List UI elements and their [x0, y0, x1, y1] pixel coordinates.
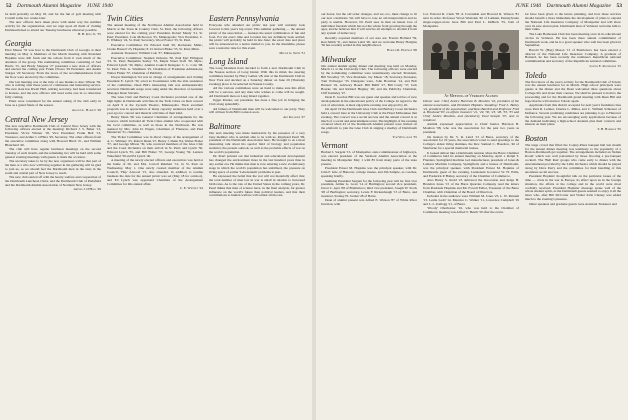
- article-paragraph: A meeting of the newly elected officers and executives was held at the home of Dr. and Mrs. Carroll Reinhart '12, in St. Paul on Wednesday, May 1. One newly created member of the Alumni Council, 'Hap' Atwood '15, also attended. In addition to routine business the date for the annual picnic was set (May 18 for outdoor), and Ed Lynch was appointed Chairman of the Arrangement Committee for this annual affair.: [107, 158, 203, 186]
- right-magazine-title: Dartmouth Alumni Magazine: [546, 3, 611, 9]
- article-paragraph: The annual meeting of the Northwest Alumni Association held in March at the Town & Country Club, St. Paul, the following officers were elected for the coming year: President, Robert Mealy '21, St. Paul; President, Cole McKeown '25, Minneapolis; Vice President, C. E. Whitney '24, St. Paul; Secretary, Wood Foster '33, St. Paul.: [107, 23, 203, 43]
- article-paragraph: Herbert I. Sargent '15, of Montpelier, state commissioner of highways, was elected president of the Vermont Alumni Association at the meeting in Montpelier May 1 with 85 from many parts of the state present.: [321, 150, 417, 166]
- section-heading-milwaukee: Milwaukee: [321, 54, 357, 64]
- article-paragraph: The Glee Club and Barbary Coast Orchestra provided one of the high lights in Dartmouth activities in the Twin Cities on their concert on April 9 at the Lyceum Theatre, Minneapolis. Their excellent program was in appreciation of many capacity audiences held over a year ago for concert and musical activities of their kind.: [107, 95, 203, 115]
- article-paragraph: Harold W. (Hap) Mason '13 of Brattleboro has been elected a director of the National Life Insurance Company. A graduate of Barnard, he has been recently the nominee's Republican national committeeman and secretary of the Republican national committee.: [525, 47, 621, 64]
- article-paragraph: The new club started off with the hearty welfare and cooperation of the Dartmouth Luncheon Clubs, and the Dartmouth Club of Plainfield and the Dartmouth Alumni Association of Northern New Jersey.: [5, 175, 101, 187]
- article-paragraph: Dr. Pearl pointed out that industrial and educational development has changed the environment more in the last hundred years than in any earlier era. He thinks that man is now entering a new evolutionary stage in which the world's population has stabilized, the pressure on living space of earlier 'Lebensraum' problems is past.: [209, 154, 305, 174]
- right-column-2: [423, 13, 519, 417]
- section-heading-boston: Boston: [525, 133, 548, 143]
- article-paragraph: The Ticket Committee was in direct charge of the arrangement of A. C. Whitney '25, Robert Dunn '27, Henry J. Dunn '04, Walter Fisher '37, and George Mixon '39, who received members of the Glee Club and the Coast Orchestra on their arrival in St. Paul; and Lynch '30, Edward Lynch '35, and Bill Fisher '37, George Young '39, Lennox Wakefield '39 and Ed Lynch '40.: [107, 134, 203, 158]
- article-paragraph: The Lake Bomoseen Club has been meeting once in its educational circles in Vermont. He has been there annual commitment of Dartmouth work, and he is a great speaker who well has been given in September.: [525, 31, 621, 48]
- article-signature: Arthur J. O'Hara '29: [73, 187, 101, 192]
- section-heading-eastern-pennsylvania: Eastern Pennsylvania: [209, 14, 279, 23]
- left-column-1: [5, 13, 101, 417]
- photo-heading: At Meeting of Vermont Alumni: [444, 94, 498, 99]
- section-heading-long-island: Long Island: [209, 57, 248, 67]
- article-paragraph: President Hopkins' thoughtful talk on the particular issues of the time — crisis in the war in Europe, its effect upon us in the foreign situation, the affairs at the college and in the world were most cordially received. President Hopkins' message spoke well of the whole student spirit, as the Dartmouth guests seemed to enjoy it all the more who, after Bill McCarter and Walter Irvin Cheney was added much to the evening's pleasure.: [525, 174, 621, 202]
- article-paragraph: The first move of the year's activity for the Dartmouth Club of Toledo was the annual luncheon for in March. High school principals were guests at the dinner and the Dean welcomed three questions about College life and about their courses. We shall be pleased to hold to the proceeding and for the Dartmouth grand meeting with Dean Bill and hope that he will return to Toledo again.: [525, 79, 621, 103]
- article-signature: Melvin G. Smith '31: [279, 50, 305, 55]
- right-column-1: [321, 13, 417, 417]
- left-running-head: [6, 2, 306, 11]
- article-paragraph: The club will have regular luncheon meetings on the second Tuesday of each month, and the remaining two will be held with some general evening meetings with guests to mark the occasion.: [5, 147, 101, 159]
- left-column-3: [209, 13, 305, 417]
- article-paragraph: Everyone who attended our picnic last year will certainly look forward to this year's big event. This summer gathering — the annual picnic of the association — features the usual combination of fun and food. For the exact time and location has not definitely been settled; the picnic will probably be held in late June; the exact date and place will be announced in a notice mailed to you. In the meantime, please save a tentative date for this event.: [209, 23, 305, 51]
- article-signature: Luster E. Rademaker '15: [589, 63, 621, 68]
- article-paragraph: President Ernest M. Hopkins was the principal speaker, with Dr. John F. Gile of Hanover, college trustee, and Jim Sample, as coaches, speaking briefly.: [321, 166, 417, 179]
- section-heading-central-new-jersey: Central New Jersey: [5, 114, 69, 124]
- article-paragraph: Executive Committee: Stephen Osborne '30, Paul Earl Ellingson '23, St. Paul; Benjamin Seeley '33, Maple Street Staff '30, Mpls.; Edward Lynch '30, Mpls.; Alumni Council Delegate: C. L. Cole '08, St. Paul; Wm. G. Washburn '25, Chairman of Freshman Admissions; Walter Fisher '37, Chairman of Publicity.: [107, 55, 203, 75]
- section-heading-georgia: Georgia: [5, 39, 32, 49]
- article-paragraph: He expressed the belief that the war will not materially affect this; the total number of men lost in war is small in relation to increased birth rates. As to the role of the United States in the coming years, Dr. Pearl thinks that men of science have, in the final analysis, far greater influence on the world's future than political leaders, and that their contributions to human welfare will outlast all the rest.: [209, 174, 305, 198]
- vermont-meeting-photo: [423, 30, 519, 94]
- article-paragraph: our honor, but the old order changes, and we, too, must change to fit our new conditions. We will have to lose an old interpretation and no party is unable. However, Dr. Pearl sees in man an innate love of individual freedom which has not the whole from growing through the ages, and he believes that it will survive all attempts to abolish it from any system of democracy.: [321, 13, 417, 36]
- article-paragraph: Col. Edward R. Clark '83 of Cavendish and Howard R. Watson '81 next in order. Professor Wood Wasiolek '40 of Lanham, Pennsylvania singer-rapper-wrote Glee Bill and Paul L. DeBeck '35, both of Montpelier.: [423, 13, 519, 28]
- article-paragraph: Other speakers and graduate guests were Assistant Treasurer and: [529, 201, 617, 206]
- right-issue-date: JUNE 1940: [515, 3, 542, 9]
- article-signature: Art Kelleher '27: [283, 114, 305, 119]
- article-paragraph: Jigger Pender, our president, has done a fine job in bringing the Club along splendidly.: [209, 98, 305, 107]
- left-page-number: 52: [6, 3, 12, 9]
- article-paragraph: Our next meeting was made memorable by the presence of a very busy member who is seldom able to be with us, Raymond Pearl '99, president of the Dartmouth Association here. He brought to us a most interesting talk about his special field of biology and population statistics; the present outlook, as well as the probable effects of war on the world's population.: [209, 130, 305, 154]
- article-paragraph: far have been given to the future planning, and how these services should benefit a more immediate the development of plans to expand the National Life Insurance Company of Montpelier and will show over its new eleven plan. Dartmouth men of Vermont welcome him to their ranks.: [525, 13, 621, 32]
- right-page-number: 53: [616, 3, 622, 9]
- article-paragraph: Plans were considered for the annual outing of the club early in June as a grand finale of the season.: [5, 99, 101, 108]
- article-signature: C. E. Whitney '24: [179, 185, 203, 190]
- article-paragraph: Also Henry S. Rodd '23 delivered the invocation and Judge H. Brandon Jones '15 of the Barre Quarries Company read the letters from President Hopkins and Mr. Fowell Ealler, Treasurer of the Barre Chamber, with Chairman of the Board of Directors.: [423, 178, 519, 194]
- article-paragraph: 'Woody' Oberholzer '16, who was held to the Chamber of Commerce meeting was Alfred T. Heath '30 after the event.: [423, 206, 519, 214]
- article-paragraph: Dean E. Gordon Bill was our guest and speaker and told us of new developments in the educational policy of the College. In regard to the cost of education. A most enjoyable evening was enjoyed by all.: [321, 94, 417, 107]
- article-signature: Harold R. Hartman '06: [387, 47, 417, 52]
- left-issue-date: JUNE 1940: [86, 3, 113, 9]
- article-paragraph: The large crowd that filled the Copley-Plaza banquet hall last month for the annual dinner meeting was testimony to the popularity of a Boston-Dartmouth get together. The arrangements included an 'Indian Room' which was well patronized by those favoring a pre-banquet cocktail. The 'Bull Run' groups who came early to dinner with the entertainment provided by the Little Orchestra which should be played along by Dave Perry and the committee for their handling of this enormous social success.: [525, 142, 621, 174]
- article-paragraph: be held probably on May 18, and for the fun of golf meeting with Cornell some two weeks later.: [5, 13, 101, 20]
- article-paragraph: Dean of alumni present was Alfred E. Watson '87 of White River Junction, with: [321, 198, 417, 207]
- article-signature: Allison L. Harrett '29: [71, 107, 101, 112]
- article-signature: H. B. King Jr. '35: [77, 32, 101, 37]
- article-paragraph: The Long Islanders have decided to form a new Dartmouth Club in the Nassau section of Long Island. With this in mind, the steering committee headed by Harry Gallen '28, met at the Dartmouth Club in New York and decided on a Saturday dinner on June 29 (Thursday evening) place to be selected in Nassau County.: [209, 66, 305, 86]
- photo-figures: [423, 30, 519, 94]
- article-paragraph: Henry Dunn '06 was General Chairman of arrangements for the Concert, which included all Twin Cities alumni who cooperated with the local committee, as well as those in the Northwest. He was assisted by Mrs. John D. Engen, Chairman of Finances, and Paul Dunnavan '31, chairman.: [107, 114, 203, 135]
- article-paragraph: The new officers have taken place with under way the summer activity for the organization, and we urge upon all them of visiting Dartmouth men to attend our Tuesday luncheons wherever possible.: [5, 20, 101, 32]
- article-paragraph: On April 19 the Dartmouth Glee Club and Barbary Coast Orchestra held a concert here at the University Club at the Hotel Milwaukee that evening. The concert was a social success and the annual concert is as much of a social and entertainment event. The highlight of the evening occurred when 43 of the Dartmouth Alumni present were invited on the platform to join the Glee Club in singing a medley of Dartmouth songs.: [321, 107, 417, 135]
- right-page: [316, 0, 628, 420]
- article-paragraph: Assistant Treasurer: William Cole '37, Minneapolis.: [111, 51, 182, 56]
- article-paragraph: All fathers of Dartmouth men will be welcomed to our party. They will all hear from Bill Cookson soon.: [209, 106, 305, 115]
- article-paragraph: Our last meeting was at the twin of one thanks to Alec Wilson '39, who is retiring after these years of continuous and interesting service. The new slate has Dwell Hall, retiring secretary, had been transferred to Kansas, and the new officers will need some one in so otherwise fully coming.: [5, 79, 101, 99]
- left-magazine-title: Dartmouth Alumni Magazine: [17, 3, 82, 9]
- section-heading-vermont: Vermont: [321, 141, 348, 151]
- article-paragraph: Recently acquired members of our area are: Francis Holland '39, Ken Smith '31, and James Laird '20, and we welcome Henry Hodgins '36 has recently settled in this neighborhood.: [321, 35, 417, 48]
- article-paragraph: Executive Committee: Dr. Edward Judd '20, Rochester, Minn.; Clarke Bassett '25, Hopkins; E. D. Robert Bloke '35, St. Paul, Minn.: [107, 42, 203, 51]
- article-paragraph: It looked almost like a Dartmouth reunion when the Barre Chamber of Commerce held its annual meeting on Monday, April 1. Ralph T. Flanders, Springfield machine tool manufacturer, president of Jones & Lamson Machine Company, Springfield, and a trustee of Dartmouth, was the principal speaker, with President Ernest M. Hopkins of Dartmouth, guest of the evening, Lieutenant Governor W. H. Wills, and Frederick P. Bailey, secretary of the Chamber of Commerce.: [423, 150, 519, 178]
- section-heading-twin-cities: Twin Cities: [107, 14, 144, 23]
- article-paragraph: On motion by Dr. S. R. Laird '13 of Barre, secretary of the association for 19 years, the association voted to send greetings to the College's eldest living alumnus, the Rev. Samuel C. Haselton, '46 of Sherburne for a special memorial trustee.: [423, 134, 519, 151]
- section-heading-baltimore: Baltimore: [209, 121, 241, 131]
- left-page: [0, 0, 312, 420]
- article-paragraph: Eliot Mason '32 was host to the Dartmouth Club of Georgia at their meeting on May 4. Members of the March meeting with President Hopkins were still fresh and the echoes from it took much of the attention of the group. The nominating committee consisting of Joel Harris '15, and Brady Sturgess '27 presented a new slate of officers and elected the coming year Frank O'Gara '29 President, and Austin Sturges '29 Secretary. From the doors of the recommendations from the floor were elected by the committee.: [5, 48, 101, 80]
- article-paragraph: Included in the audience were William M. Jones '23, L. W. Putnam '13, Leslie Ladd '14, Maurice C. Walker '11, Lawrence Campbell '19 and L. L. Kellogg '21, of Barre.: [423, 194, 519, 206]
- article-signature: Tom Wollaeger '35: [392, 134, 417, 139]
- article-signature: T. H. Harrison '35: [597, 126, 621, 131]
- article-paragraph: Our annual alumni spring dinner and meeting was held on Monday, March 11 at the University Club. The following officers were elected by the nominating committee were unanimously elected: President, Bill Woodley '37, Vice President, Jay Mazer '18; Secretary-Treasurer, Tom Wollaeger '35. Delegates were, John Bowman '14, and Bob Hackett '22, Advisory Board: Bill Ballif '27, Bill Conly '37, Jack Boerke '40, and Richard Hughey '20; and the Publicity Chairman, Cliff Kemsley '27.: [321, 63, 417, 95]
- article-paragraph: The new executive Dartmouth Club of Central New Jersey with the following officers elected at the meeting: Richard J. S. Baker '13, President; Victor Winner '18, Vice President; Frank Bell '13, Treasurer, and Arthur J. O'Hara '29, Secretary. The other officers from the executive committee along with Howard Hitch '21, and William Blanchard '40.: [5, 123, 101, 147]
- right-running-head: [322, 2, 622, 11]
- photo-caption: Dinner was: Chief Justice Harrison B. Moulton '16, president of the alumni association, and President Hopkins. Standing: Fred L. Bailey '24, president of the association; and Ross Bartlett and Professor Fred A. Howland '87, ex-officio treasurer '21, '29, '30, '23, '28, '33, '35 and Chief Justice Moulton, and (members); Paul Semple '07, next in residence: [423, 98, 519, 123]
- article-paragraph: Applicants from this district accepted for next year's freshman class were Paul R. Leitner, Charles L. Miller, and C. William Schlesser of Defiance. Several promising candidates are planning to go to Hanover the following year. We are encouraging early applications because of the demand indicating a high-school students plus their contacts and interest on their plans.: [525, 103, 621, 127]
- right-column-3: [525, 13, 621, 417]
- article-paragraph: Dwyer Remington '04 was in charge of arrangements and visiting President E. Lynch '30, acted as Toastmaster with the able assistance of the committee. Dean Bill's interesting talk was enthusiastically received. Dartmouth songs were sung under the direction of Assistant Manager Dean Stevens.: [107, 75, 203, 95]
- section-heading-toledo: Toledo: [525, 70, 547, 80]
- article-paragraph: The secretary takes to be by the new organizers will be that part of the men or a who now will bring together in the gathering will be glad to join us, as we should feel the Dartmouth men in the state in the south and central part of New Jersey to reach.: [5, 159, 101, 175]
- left-column-2: [107, 13, 203, 417]
- article-paragraph: Sumning President Sargent for the following year will be: first vice president, Arthur G. Gove '14 of Burlington; second vice president, Oscar C. Ayer '08 of Brattleboro; third vice president, Joseph W. Stock '28 of Burlington; secretary, Lewis F. Rickenbaugh '15 of Barre, and treasurer, Stanley H. Jordan '28 of Barre.: [321, 178, 417, 198]
- article-paragraph: All the various committees were on hand to make sure this affair will be a success, and any man who wishes to come will be sought. All Dartmouth men on Long Island together.: [209, 86, 305, 98]
- article-paragraph: Alumni expressed appreciation to Chief Justice Harrison B. Moulton '98, who was the association for the past two years as president.: [423, 122, 519, 135]
